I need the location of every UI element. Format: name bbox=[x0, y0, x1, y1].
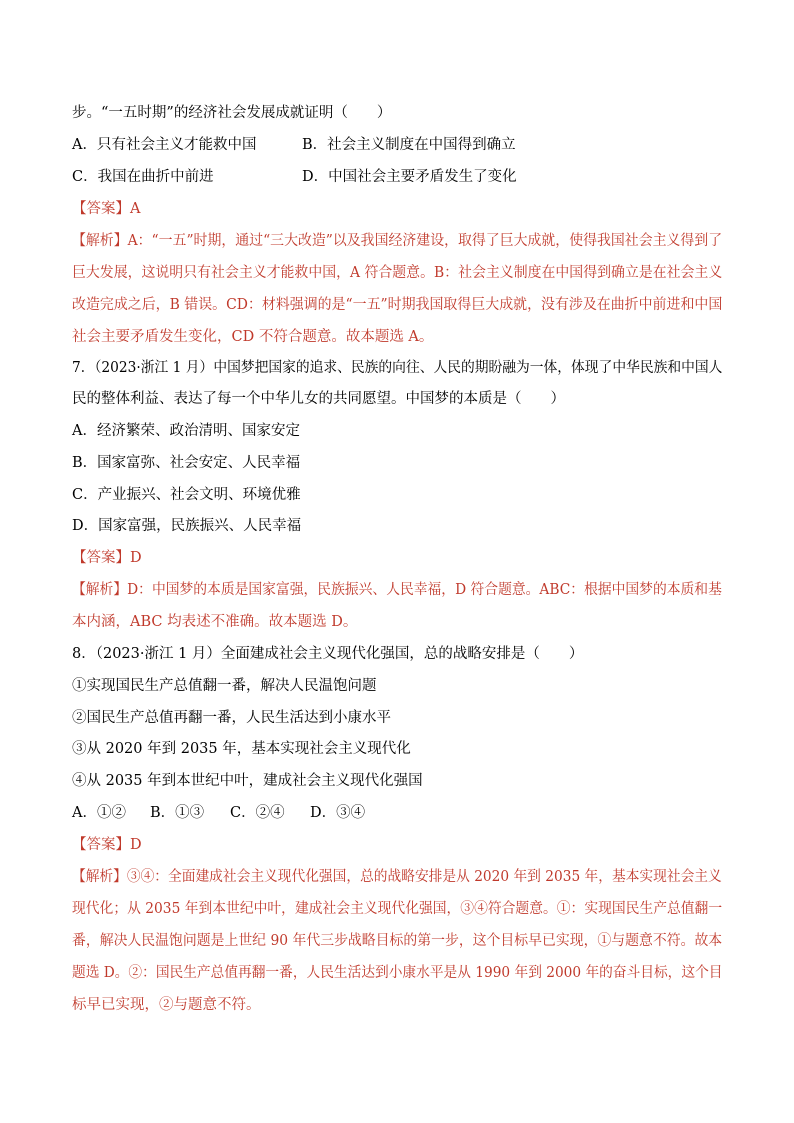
q8-item-1: ①实现国民生产总值翻一番，解决人民温饱问题 bbox=[72, 678, 377, 694]
q6-option-c: C．我国在曲折中前进 bbox=[72, 169, 214, 185]
q6-option-d: D．中国社会主要矛盾发生了变化 bbox=[302, 169, 517, 185]
q7-answer bbox=[72, 548, 142, 568]
q7-analysis-text: D：中国梦的本质是国家富强，民族振兴、人民幸福，D 符合题意。ABC：根据中国梦的本质和基 bbox=[127, 582, 722, 598]
q6-analysis-line-3: 改造完成之后，B 错误。CD：材料强调的是“一五”时期我国取得巨大成就，没有涉及在曲折中前进和中国 bbox=[72, 297, 723, 313]
q8-item-2: ②国民生产总值再翻一番，人民生活达到小康水平 bbox=[72, 710, 391, 726]
q8-analysis-line-1 bbox=[72, 867, 722, 887]
q8-option-d: D．③④ bbox=[310, 805, 366, 821]
q8-analysis-line-3: 番，解决人民温饱问题是上世纪 90 年代三步战略目标的第一步，这个目标早已实现，①与题意不符。故本 bbox=[72, 933, 723, 949]
q8-answer-value: D bbox=[130, 837, 142, 853]
q8-analysis-label: 【解析】 bbox=[72, 869, 127, 885]
q8-item-4: ④从 2035 年到本世纪中叶，建成社会主义现代化强国 bbox=[72, 773, 423, 789]
q8-analysis-text: ③④：全面建成社会主义现代化强国，总的战略安排是从 2020 年到 2035 年，基本实现社会主义 bbox=[126, 869, 722, 885]
q7-analysis-line-1 bbox=[72, 580, 722, 600]
q6-analysis-label: 【解析】 bbox=[72, 233, 128, 249]
q6-answer bbox=[72, 199, 140, 219]
q7-option-a: A．经济繁荣、政治清明、国家安定 bbox=[72, 423, 300, 439]
q7-answer-label: 【答案】 bbox=[72, 550, 130, 566]
q7-stem-line-1: 7．（2023·浙江 1 月）中国梦把国家的追求、民族的向往、人民的期盼融为一体，体现了中华民族和中国人 bbox=[72, 360, 723, 376]
q7-stem-line-2: 民的整体利益、表达了每一个中华儿女的共同愿望。中国梦的本质是（ ） bbox=[72, 391, 565, 407]
q8-option-a: A．①② bbox=[72, 805, 126, 821]
q7-option-b: B．国家富弥、社会安定、人民幸福 bbox=[72, 455, 301, 471]
q8-stem: 8．（2023·浙江 1 月）全面建成社会主义现代化强国，总的战略安排是（ ） bbox=[72, 646, 584, 662]
q6-analysis-text: A：“一五”时期，通过“三大改造”以及我国经济建设，取得了巨大成就，使得我国社会主义得到了 bbox=[127, 233, 723, 249]
q7-analysis-label: 【解析】 bbox=[72, 582, 128, 598]
q6-analysis-line-2: 巨大发展，这说明只有社会主义才能救中国，A 符合题意。B：社会主义制度在中国得到确立是在社会主义 bbox=[72, 265, 723, 281]
q8-analysis-line-4: 题选 D。②：国民生产总值再翻一番，人民生活达到小康水平是从 1990 年到 2000 年的奋斗目标，这个目 bbox=[72, 965, 723, 981]
q6-answer-label: 【答案】 bbox=[72, 201, 130, 217]
q6-analysis-line-4: 社会主要矛盾发生变化，CD 不符合题意。故本题选 A。 bbox=[72, 329, 434, 345]
q6-option-a: A．只有社会主义才能救中国 bbox=[72, 137, 257, 153]
q7-option-d: D．国家富强，民族振兴、人民幸福 bbox=[72, 518, 302, 534]
q8-answer bbox=[72, 835, 142, 855]
q7-option-c: C．产业振兴、社会文明、环境优雅 bbox=[72, 487, 301, 503]
q7-answer-value: D bbox=[130, 550, 142, 566]
q8-analysis-line-2: 现代化；从 2035 年到本世纪中叶，建成社会主义现代化强国，③④符合题意。①：实现国民生产总值翻一 bbox=[72, 901, 723, 917]
q8-analysis-line-5: 标早已实现，②与题意不符。 bbox=[72, 997, 261, 1013]
q6-analysis-line-1 bbox=[72, 231, 722, 251]
q8-option-c: C．②④ bbox=[230, 805, 285, 821]
q6-option-b: B．社会主义制度在中国得到确立 bbox=[302, 137, 516, 153]
q6-stem-tail: 步。“一五时期”的经济社会发展成就证明（ ） bbox=[72, 105, 392, 121]
q7-analysis-line-2: 本内涵，ABC 均表述不准确。故本题选 D。 bbox=[72, 614, 358, 630]
q8-item-3: ③从 2020 年到 2035 年，基本实现社会主义现代化 bbox=[72, 741, 411, 757]
q8-option-b: B．①③ bbox=[150, 805, 205, 821]
q8-answer-label: 【答案】 bbox=[72, 837, 130, 853]
q6-answer-value: A bbox=[130, 201, 141, 217]
